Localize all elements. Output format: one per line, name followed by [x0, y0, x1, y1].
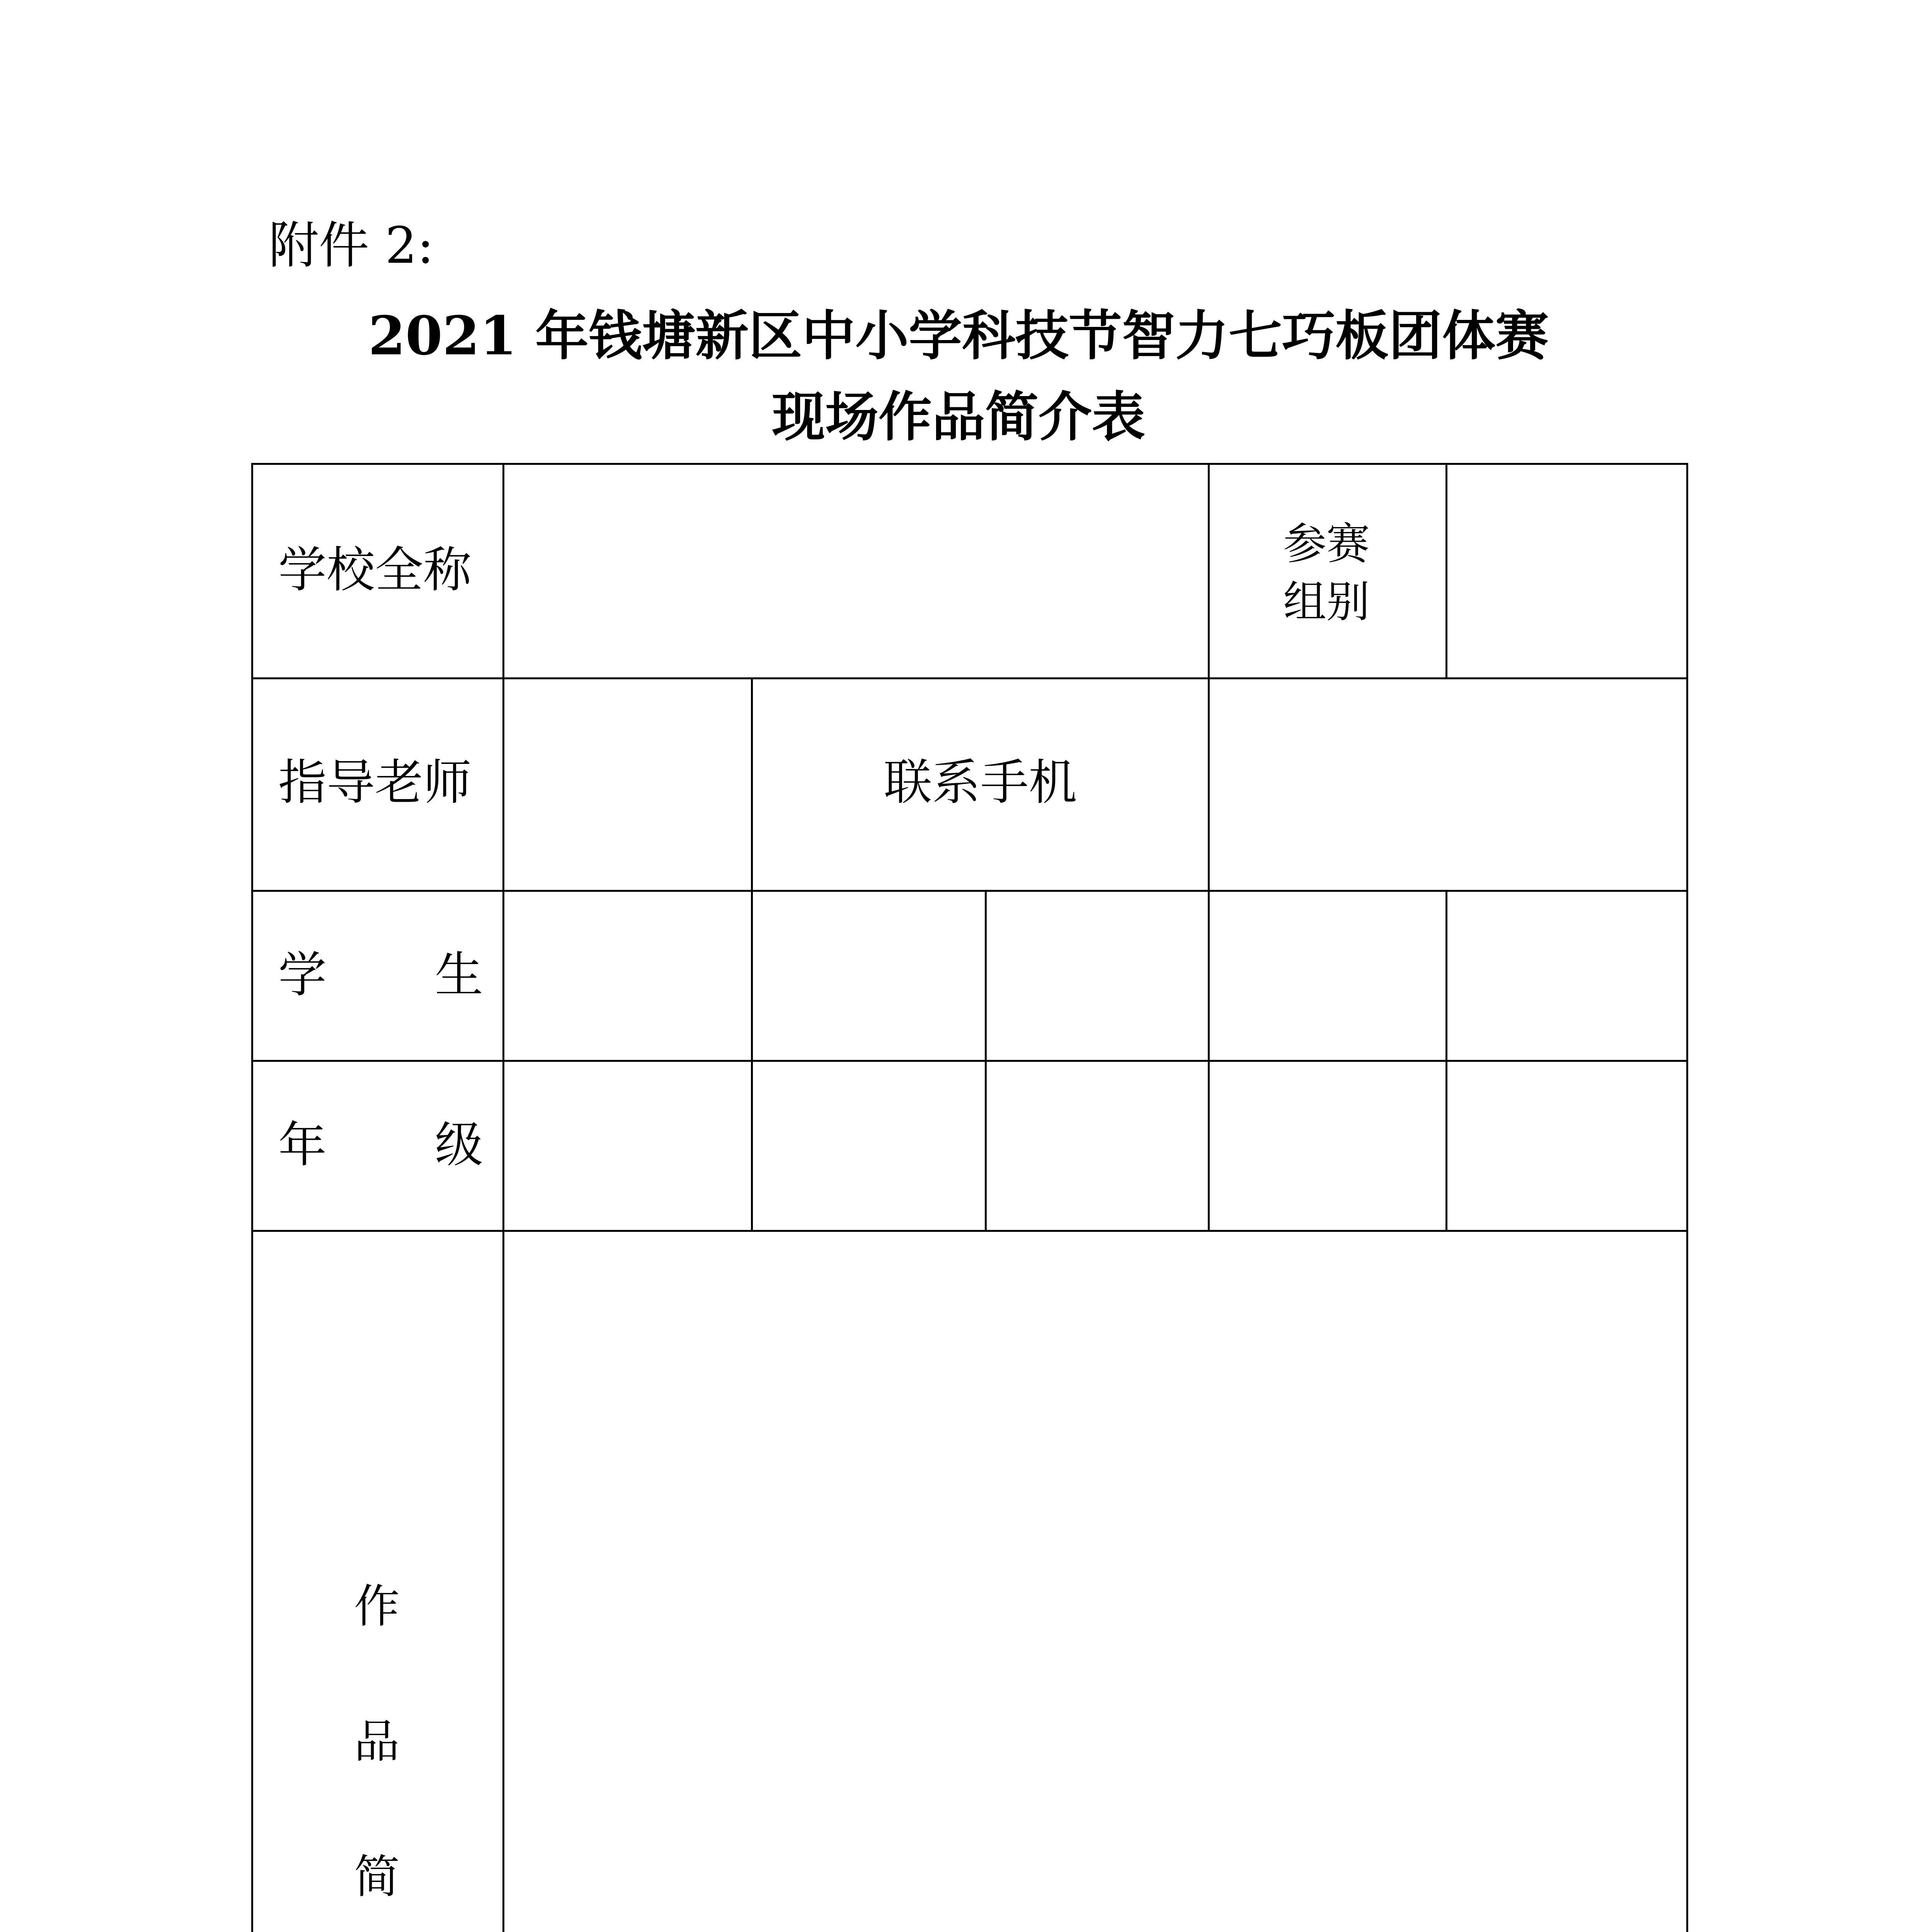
- attachment-label: 附件 2:: [269, 216, 434, 275]
- school-name-label: 学校全称: [278, 542, 472, 598]
- entry-form-table: [251, 463, 1688, 1932]
- group-field[interactable]: [1447, 465, 1687, 675]
- group-label: [1249, 515, 1404, 631]
- intro-label-char-3: 简: [354, 1850, 400, 1903]
- grade-field[interactable]: [504, 1062, 749, 1228]
- column-divider: [1208, 465, 1210, 677]
- intro-label-char-2: 品: [354, 1715, 400, 1768]
- student-label-char-2: 生: [435, 947, 483, 1003]
- grade-field[interactable]: [753, 1062, 983, 1228]
- teacher-label: 指导老师: [278, 755, 472, 811]
- student-label: [278, 947, 483, 1003]
- grade-field[interactable]: [987, 1062, 1206, 1228]
- grade-label-char-2: 级: [435, 1117, 483, 1173]
- intro-label-char-1: 作: [354, 1580, 400, 1633]
- phone-label: 联系手机: [884, 755, 1077, 811]
- student-label-char-1: 学: [278, 947, 327, 1003]
- student-field[interactable]: [504, 892, 749, 1058]
- student-field[interactable]: [1447, 892, 1687, 1058]
- grade-label-char-1: 年: [278, 1117, 327, 1173]
- form-title-line-1: 2021 年钱塘新区中小学科技节智力七巧板团体赛: [368, 304, 1549, 367]
- group-label-line-1: 参赛: [1283, 519, 1370, 569]
- student-field[interactable]: [1210, 892, 1444, 1058]
- intro-field[interactable]: [504, 1232, 1687, 1932]
- grade-field[interactable]: [1210, 1062, 1444, 1228]
- group-label-line-2: 组别: [1283, 577, 1370, 627]
- grade-field[interactable]: [1447, 1062, 1687, 1228]
- student-field[interactable]: [987, 892, 1206, 1058]
- teacher-field[interactable]: [504, 679, 749, 888]
- phone-field[interactable]: [1210, 679, 1687, 888]
- form-title-line-2: 现场作品简介表: [771, 385, 1145, 448]
- school-name-field[interactable]: [504, 465, 1206, 675]
- grade-label: [278, 1117, 483, 1173]
- student-field[interactable]: [753, 892, 983, 1058]
